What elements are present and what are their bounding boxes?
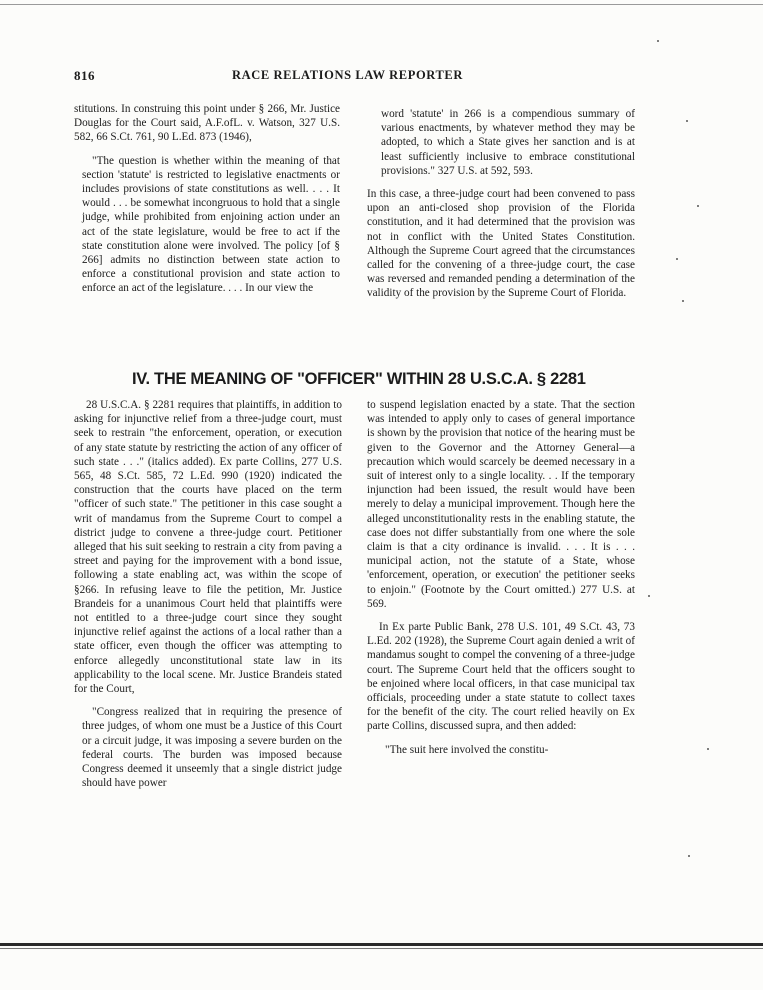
section-heading: IV. THE MEANING OF "OFFICER" WITHIN 28 U.S.C.A. § 2281	[132, 370, 586, 388]
paragraph: In this case, a three-judge court had been convened to pass upon an anti-closed shop provision of the Florida constitution, and it had determined that the provision was not in conflict with the United States Constitution. Although the Supreme Court agreed that the circumstances called for the convening of a three-judge court, the case was reversed and remanded pending a determination of the validity of the provision by the Supreme Court of Florida.	[367, 188, 635, 300]
block-quote: "The question is whether within the meaning of that section 'statute' is restricted to legislative enactments or includes provisions of state constitutions as well. . . . It would . . . be somewhat incongruous to hold that a single judge, while prohibited from enjoining action under an act of the state legislature, would be free to act if the state constitution alone were involved. The policy [of § 266] admits no distinction between state action to enforce a constitutional provision and state action to enforce an act of the legislature. . . . In our view the	[82, 154, 340, 295]
top-edge-rule	[0, 4, 763, 5]
bottom-edge-rule	[0, 943, 763, 946]
paragraph: to suspend legislation enacted by a state. That the section was intended to apply only to cases of general importance is shown by the provision that notice of the hearing must be given to the Governor and the Attorney General—a precaution which would scarcely be deemed necessary in a suit of interest only to a single locality. . . If the temporary injunction had been issued, the result would have been merely to delay a municipal improvement. Though here the alleged unconstitutionality rests in the enabling statute, the case does not differ substantially from one where the sole claim is that a city ordinance is invalid. . . . It is . . . municipal action, not the statute of a State, whose 'enforcement, operation, or execution' the petitioner seeks to enjoin." (Footnote by the Court omitted.) 277 U.S. at 569.	[367, 399, 635, 610]
page-number: 816	[74, 68, 95, 83]
left-column-bottom	[74, 398, 342, 799]
right-column-top	[367, 107, 635, 310]
paragraph: In Ex parte Public Bank, 278 U.S. 101, 49 S.Ct. 43, 73 L.Ed. 202 (1928), the Supreme Court again denied a writ of mandamus sought to compel the convening of a three-judge court. The Supreme Court held that the officers sought to be enjoined where local officers, in that case municipal tax officials, proceeding under a state statute to collect taxes for the benefit of the city. The court relied heavily on Ex parte Collins, discussed supra, and then added:	[367, 621, 635, 733]
paragraph: "The suit here involved the constitu-	[385, 743, 549, 756]
paragraph: stitutions. In construing this point under § 266, Mr. Justice Douglas for the Court said, A.F.ofL. v. Watson, 327 U.S. 582, 66 S.Ct. 761, 90 L.Ed. 873 (1946),	[74, 103, 340, 144]
block-quote: word 'statute' in 266 is a compendious summary of various enactments, by whatever method they may be adopted, to which a State gives her sanction and is at least sufficiently inclusive to embrace constitutional provisions." 327 U.S. at 592, 593.	[381, 108, 635, 177]
running-head: RACE RELATIONS LAW REPORTER	[232, 68, 463, 82]
right-column-bottom	[367, 398, 635, 766]
bottom-edge-rule-thin	[0, 948, 763, 949]
left-column-top	[74, 102, 340, 305]
block-quote: "Congress realized that in requiring the presence of three judges, of whom one must be a Justice of this Court or a circuit judge, it was imposing a severe burden on the federal courts. The burden was imposed because Congress deemed it unseemly that a single district judge should have power	[82, 706, 342, 790]
paragraph: 28 U.S.C.A. § 2281 requires that plaintiffs, in addition to asking for injunctive relief from a three-judge court, must seek to restrain "the enforcement, operation, or execution of any state statute by restricting the action of any officer of such state . . ." (italics added). Ex parte Collins, 277 U.S. 565, 48 S.Ct. 585, 72 L.Ed. 990 (1920) indicated the construction that the courts have placed on the term "officer of such state." The petitioner in this case sought a writ of mandamus from the Supreme Court to compel a district judge to convene a three-judge court. Petitioner alleged that his suit seeking to restrain a city from paving a street and paying for the improvement with a bond issue, following a state enabling act, was within the scope of §266. In refusing leave to file the petition, Mr. Justice Brandeis for a unanimous Court held that plaintiffs were not entitled to a three-judge court since they sought injunctive relief against the actions of a local rather than a state officer, even though the officer was attempting to enforce allegedly unconstitutional state law in its applicability to the local scene. Mr. Justice Brandeis stated for the Court,	[74, 399, 342, 696]
